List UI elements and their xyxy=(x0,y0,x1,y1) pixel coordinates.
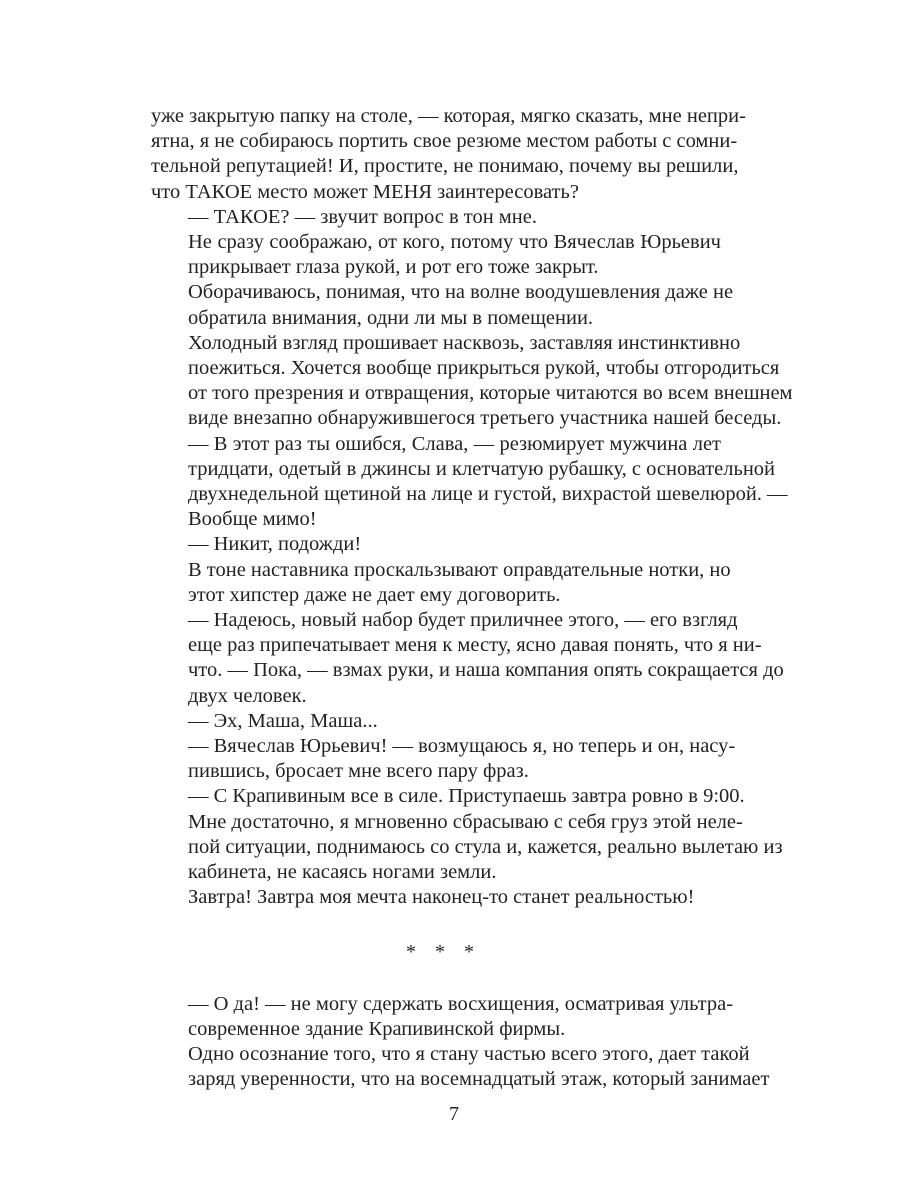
book-page-text xyxy=(151,104,793,1092)
text-line: — Эх, Маша, Маша... xyxy=(188,709,378,732)
paragraph xyxy=(151,230,721,280)
text-line: прикрывает глаза рукой, и рот его тоже закрыт. xyxy=(188,256,599,279)
text-line: — О да! — не могу сдержать восхищения, осматривая ультра- xyxy=(188,992,734,1015)
text-line: от того презрения и отвращения, которые читаются во всем внешнем xyxy=(188,382,793,405)
paragraph xyxy=(151,558,731,608)
text-line: поежиться. Хочется вообще прикрыться рукой, чтобы отгородиться xyxy=(188,357,780,380)
paragraph xyxy=(151,280,734,330)
text-block-before-break xyxy=(151,104,793,911)
text-line: еще раз припечатывает меня к месту, ясно давая понять, что я ни- xyxy=(188,634,762,657)
text-line: Одно осознание того, что я стану частью всего этого, дает такой xyxy=(188,1042,750,1065)
paragraph xyxy=(151,885,721,910)
text-line: ятна, я не собираюсь портить свое резюме местом работы с сомни- xyxy=(151,130,738,153)
text-line: заряд уверенности, что на восемнадцатый этаж, который занимает xyxy=(188,1068,770,1091)
text-line: — Вячеслав Юрьевич! — возмущаюсь я, но теперь и он, насу- xyxy=(188,735,736,758)
page-number: 7 xyxy=(449,1103,459,1125)
paragraph xyxy=(151,432,788,533)
paragraph xyxy=(151,205,721,230)
text-line: двухнедельной щетиной на лице и густой, вихрастой шевелюрой. — xyxy=(188,483,788,506)
text-line: пой ситуации, поднимаюсь со стула и, кажется, реально вылетаю из xyxy=(188,835,783,858)
text-line: виде внезапно обнаружившегося третьего участника нашей беседы. xyxy=(188,407,782,430)
paragraph xyxy=(151,608,784,709)
text-line: Завтра! Завтра моя мечта наконец-то станет реальностью! xyxy=(188,886,695,909)
text-line: — С Крапивиным все в силе. Приступаешь завтра ровно в 9:00. xyxy=(188,785,745,808)
paragraph xyxy=(151,331,793,432)
text-line: что. — Пока, — взмах руки, и наша компания опять сокращается до xyxy=(188,659,784,682)
text-line: тельной репутацией! И, простите, не понимаю, почему вы решили, xyxy=(151,155,739,178)
text-line: современное здание Крапивинской фирмы. xyxy=(188,1017,566,1040)
text-line: — ТАКОЕ? — звучит вопрос в тон мне. xyxy=(188,205,537,228)
text-line: что ТАКОЕ место может МЕНЯ заинтересовать? xyxy=(151,180,579,203)
paragraph xyxy=(151,1042,770,1092)
text-line: обратила внимания, одни ли мы в помещении. xyxy=(188,306,594,329)
text-line: уже закрытую папку на столе, — которая, мягко сказать, мне непри- xyxy=(151,105,746,127)
text-line: Мне достаточно, я мгновенно сбрасываю с себя груз этой неле- xyxy=(188,810,743,833)
text-line: пившись, бросает мне всего пару фраз. xyxy=(188,760,529,783)
text-line: кабинета, не касаясь ногами земли. xyxy=(188,861,497,884)
paragraph xyxy=(151,709,721,734)
text-line: — Надеюсь, новый набор будет приличнее этого, — его взгляд xyxy=(188,609,738,632)
paragraph xyxy=(151,992,734,1042)
text-line: двух человек. xyxy=(188,684,307,707)
text-line: В тоне наставника проскальзывают оправдательные нотки, но xyxy=(188,558,731,581)
text-line: Вообще мимо! xyxy=(188,508,317,531)
paragraph xyxy=(151,810,783,886)
text-line: тридцати, одетый в джинсы и клетчатую рубашку, с основательной xyxy=(188,457,776,480)
paragraph xyxy=(151,784,745,809)
paragraph xyxy=(151,532,721,557)
text-line: — Никит, подожди! xyxy=(188,533,362,556)
paragraph xyxy=(151,734,736,784)
text-block-after-break xyxy=(151,992,770,1093)
text-line: Оборачиваюсь, понимая, что на волне воодушевления даже не xyxy=(188,281,734,304)
text-line: Не сразу соображаю, от кого, потому что Вячеслав Юрьевич xyxy=(188,231,721,254)
text-line: Холодный взгляд прошивает насквозь, заставляя инстинктивно xyxy=(188,331,741,354)
section-break-asterisks: * * * xyxy=(406,940,474,963)
paragraph xyxy=(151,104,746,205)
text-line: этот хипстер даже не дает ему договорить. xyxy=(188,583,561,606)
text-line: — В этот раз ты ошибся, Слава, — резюмирует мужчина лет xyxy=(188,432,721,455)
